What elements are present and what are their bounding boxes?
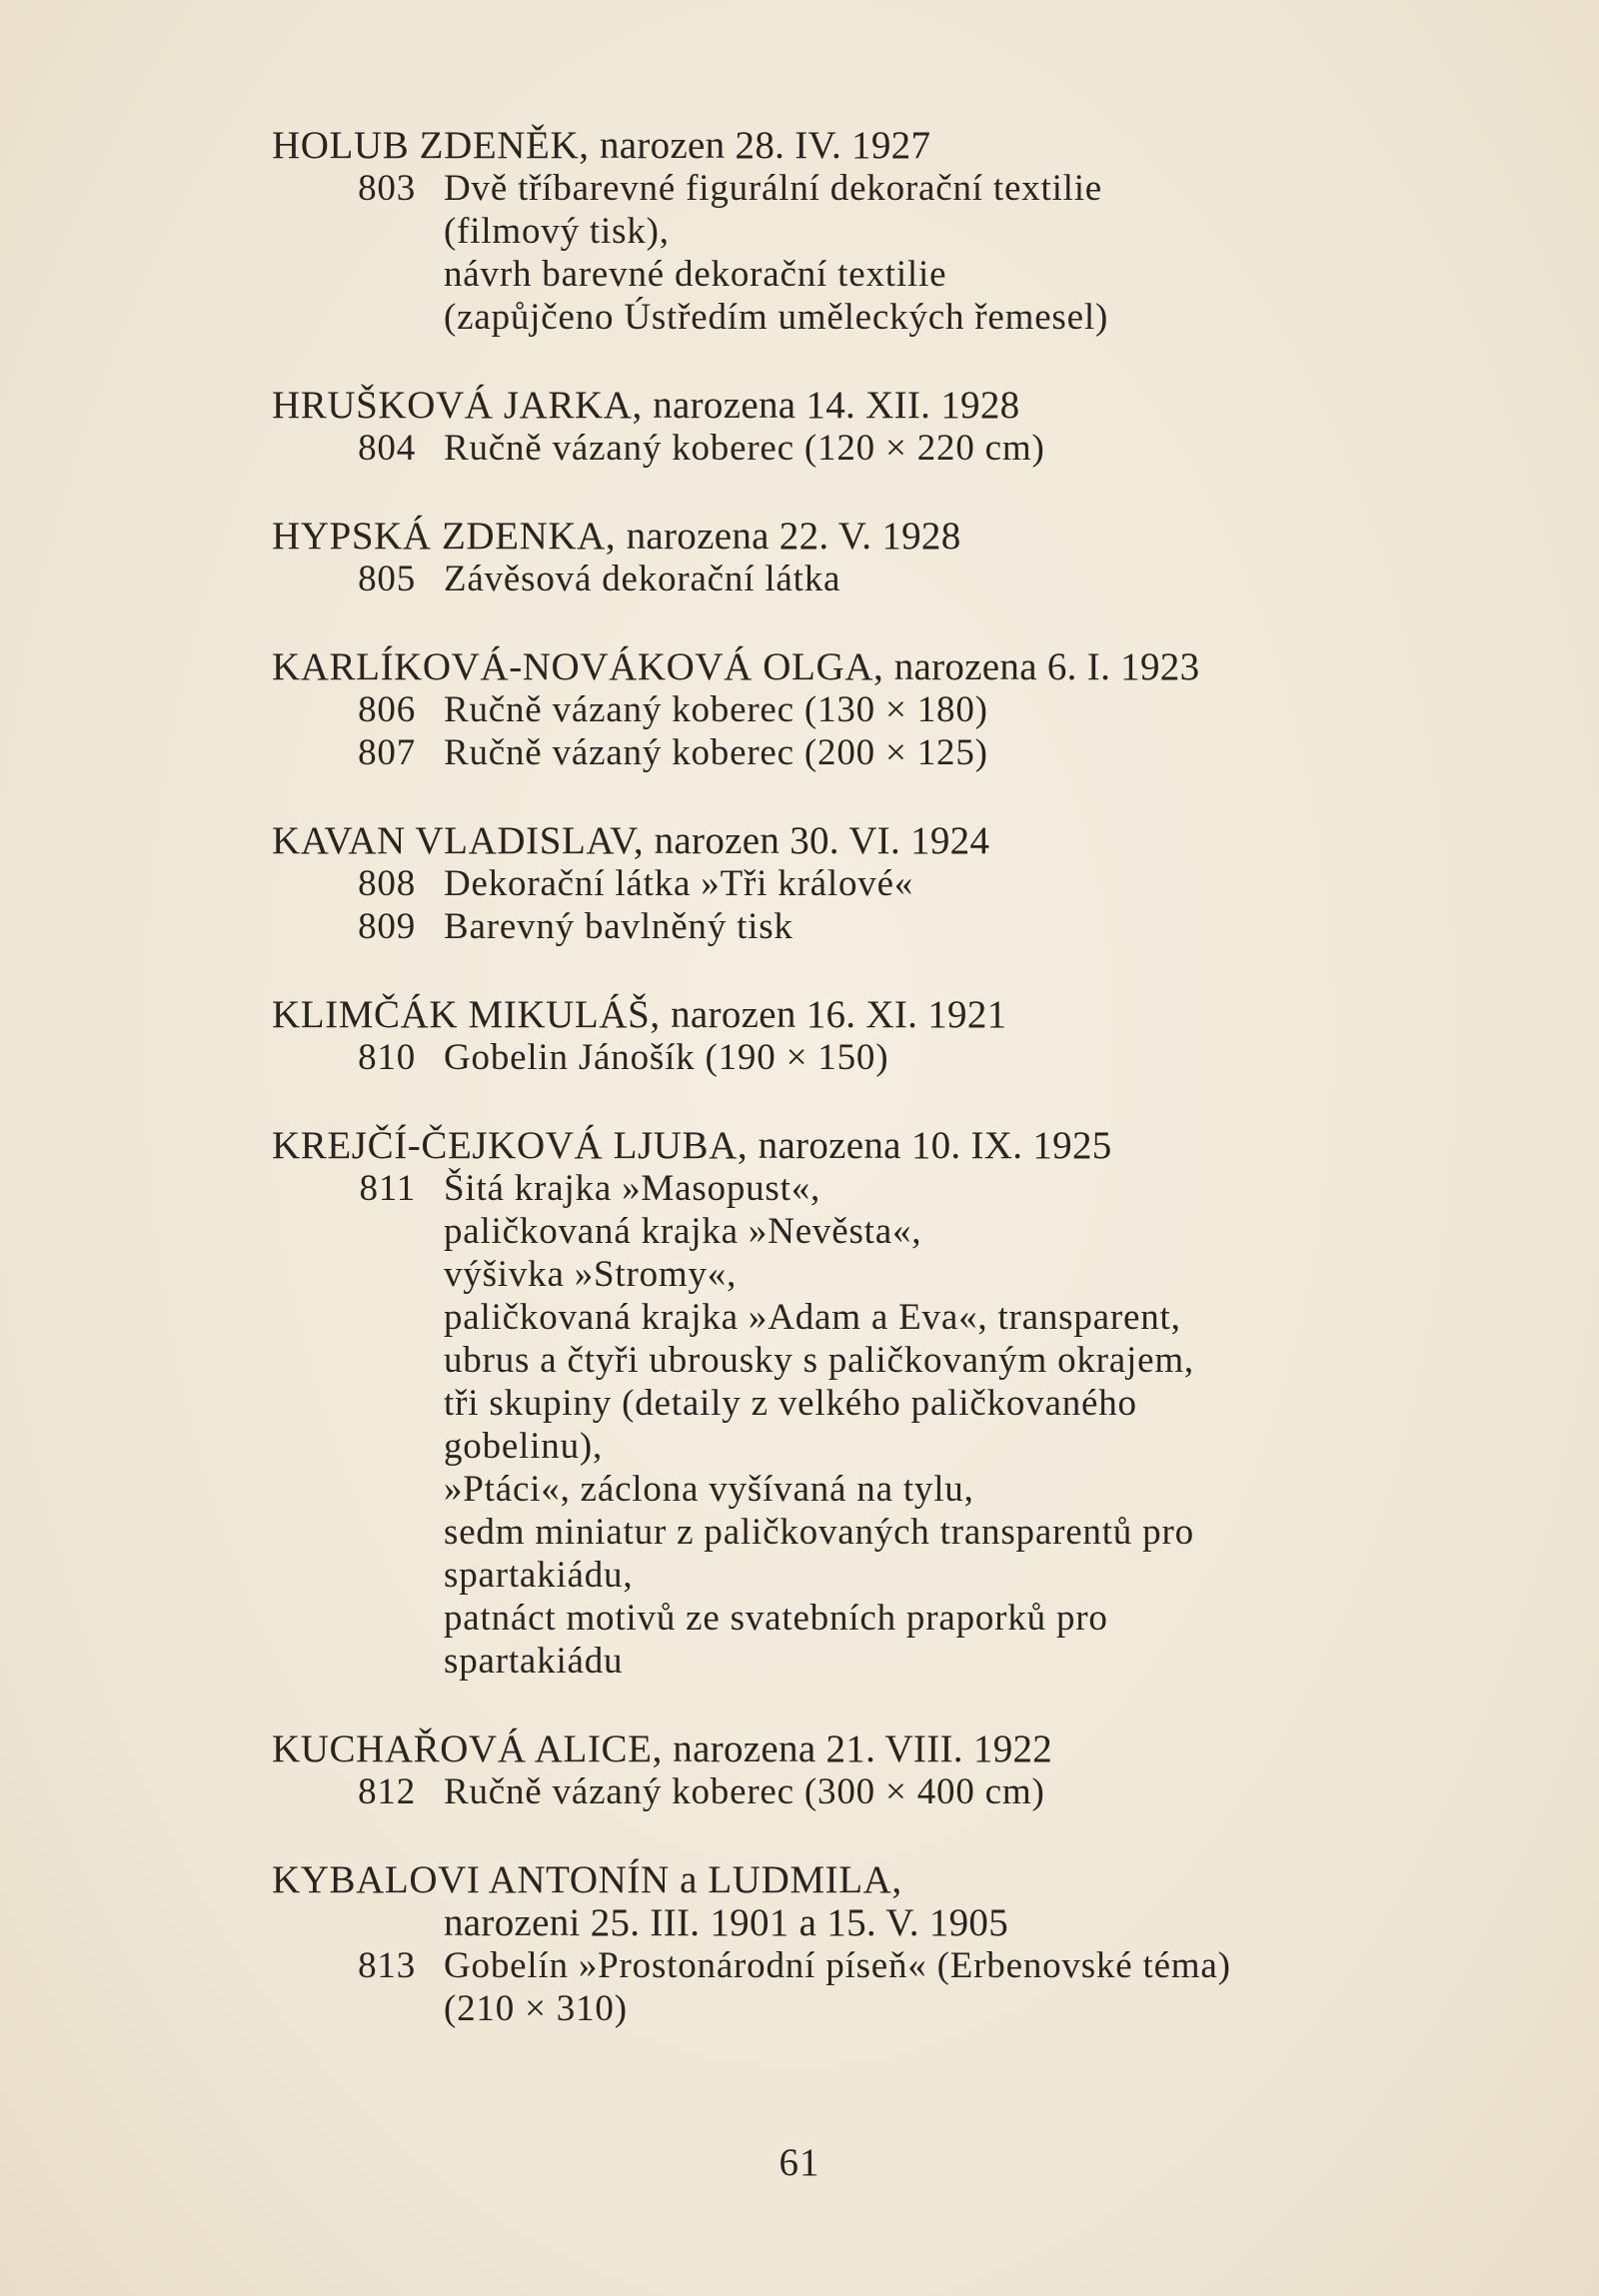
artist-name: KAVAN VLADISLAV, bbox=[272, 819, 645, 862]
description-line: Ručně vázaný koberec (130 × 180) bbox=[444, 689, 988, 730]
catalog-item bbox=[272, 1770, 1421, 1813]
artist-entry bbox=[272, 1858, 1421, 2030]
item-description bbox=[444, 1770, 1421, 1813]
artist-birth: narozen 16. XI. 1921 bbox=[671, 993, 1007, 1036]
artist-name: HOLUB ZDENĚK, bbox=[272, 124, 590, 167]
item-number: 810 bbox=[358, 1037, 416, 1078]
artist-name: KYBALOVI ANTONÍN a LUDMILA, bbox=[272, 1858, 902, 1901]
artist-entry bbox=[272, 1124, 1421, 1683]
artist-name: KLIMČÁK MIKULÁŠ, bbox=[272, 993, 661, 1036]
item-number: 805 bbox=[358, 559, 416, 599]
artist-name: HRUŠKOVÁ JARKA, bbox=[272, 384, 643, 427]
description-line: »Ptáci«, záclona vyšívaná na tylu, bbox=[444, 1469, 974, 1510]
artist-name: KUCHAŘOVÁ ALICE, bbox=[272, 1727, 663, 1770]
artist-entry bbox=[272, 993, 1421, 1079]
description-line: Ručně vázaný koberec (300 × 400 cm) bbox=[444, 1771, 1045, 1812]
catalog-item bbox=[272, 167, 1421, 339]
artist-birth: narozena 10. IX. 1925 bbox=[758, 1124, 1112, 1167]
description-line: Gobelín »Prostonárodní píseň« (Erbenovské téma) bbox=[444, 1945, 1231, 1986]
artist-heading bbox=[272, 1858, 1421, 1901]
catalog-entries bbox=[272, 124, 1421, 2075]
description-line: gobelinu), bbox=[444, 1426, 604, 1467]
item-number: 806 bbox=[358, 689, 416, 730]
item-number: 812 bbox=[358, 1771, 416, 1812]
catalog-item bbox=[272, 1036, 1421, 1079]
description-line: Ručně vázaný koberec (200 × 125) bbox=[444, 732, 988, 773]
description-line: paličkovaná krajka »Adam a Eva«, transparent, bbox=[444, 1297, 1181, 1338]
artist-entry bbox=[272, 515, 1421, 600]
description-line: návrh barevné dekorační textilie bbox=[444, 254, 947, 295]
description-line: Barevný bavlněný tisk bbox=[444, 906, 794, 947]
description-line: Závěsová dekorační látka bbox=[444, 559, 841, 599]
artist-entry bbox=[272, 384, 1421, 470]
item-description bbox=[444, 167, 1421, 339]
page-number: 61 bbox=[779, 2141, 820, 2184]
artist-birth: narozen 30. VI. 1924 bbox=[654, 819, 990, 862]
item-description bbox=[444, 905, 1421, 948]
catalog-item bbox=[272, 1167, 1421, 1683]
catalog-item bbox=[272, 731, 1421, 774]
item-description bbox=[444, 427, 1421, 470]
description-line: (zapůjčeno Ústředím uměleckých řemesel) bbox=[444, 297, 1109, 338]
artist-name: HYPSKÁ ZDENKA, bbox=[272, 515, 617, 558]
description-line: spartakiádu, bbox=[444, 1555, 634, 1596]
artist-heading bbox=[272, 993, 1421, 1036]
artist-entry bbox=[272, 645, 1421, 774]
catalog-item bbox=[272, 905, 1421, 948]
artist-heading bbox=[272, 1727, 1421, 1770]
description-line: ubrus a čtyři ubrousky s paličkovaným okrajem, bbox=[444, 1340, 1194, 1381]
item-number: 809 bbox=[358, 906, 416, 947]
artist-heading bbox=[272, 1124, 1421, 1167]
item-number: 808 bbox=[358, 863, 416, 904]
item-number: 807 bbox=[358, 732, 416, 773]
catalog-item bbox=[272, 688, 1421, 731]
description-line: Šitá krajka »Masopust«, bbox=[444, 1168, 821, 1209]
description-line: Dekorační látka »Tři králové« bbox=[444, 863, 914, 904]
artist-name: KARLÍKOVÁ-NOVÁKOVÁ OLGA, bbox=[272, 645, 884, 688]
description-line: sedm miniatur z paličkovaných transparentů pro bbox=[444, 1512, 1194, 1553]
item-description bbox=[444, 731, 1421, 774]
description-line: paličkovaná krajka »Nevěsta«, bbox=[444, 1211, 922, 1252]
catalog-item bbox=[272, 862, 1421, 905]
artist-entry bbox=[272, 819, 1421, 948]
description-line: tři skupiny (detaily z velkého paličkovaného bbox=[444, 1383, 1137, 1424]
item-number: 803 bbox=[358, 168, 416, 209]
artist-name: KREJČÍ-ČEJKOVÁ LJUBA, bbox=[272, 1124, 749, 1167]
catalog-item bbox=[272, 558, 1421, 600]
artist-birth: narozen 28. IV. 1927 bbox=[599, 124, 931, 167]
description-line: patnáct motivů ze svatebních praporků pro bbox=[444, 1598, 1108, 1639]
item-number: 804 bbox=[358, 428, 416, 469]
item-number: 813 bbox=[358, 1945, 416, 1986]
artist-heading bbox=[272, 515, 1421, 558]
artist-heading bbox=[272, 124, 1421, 167]
artist-entry bbox=[272, 124, 1421, 339]
description-line: výšivka »Stromy«, bbox=[444, 1254, 738, 1295]
artist-birth: narozeni 25. III. 1901 a 15. V. 1905 bbox=[444, 1901, 1009, 1944]
item-number: 811 bbox=[359, 1168, 416, 1209]
item-description bbox=[444, 1167, 1421, 1683]
item-description bbox=[444, 862, 1421, 905]
catalog-item bbox=[272, 1944, 1421, 2030]
description-line: Ručně vázaný koberec (120 × 220 cm) bbox=[444, 428, 1045, 469]
artist-birth: narozena 21. VIII. 1922 bbox=[673, 1727, 1053, 1770]
artist-heading bbox=[272, 645, 1421, 688]
description-line: Dvě tříbarevné figurální dekorační textilie bbox=[444, 168, 1103, 209]
item-description bbox=[444, 1944, 1421, 2030]
artist-entry bbox=[272, 1727, 1421, 1813]
artist-birth: narozena 22. V. 1928 bbox=[626, 515, 961, 558]
description-line: Gobelin Jánošík (190 × 150) bbox=[444, 1037, 889, 1078]
item-description bbox=[444, 1036, 1421, 1079]
artist-heading bbox=[272, 384, 1421, 427]
artist-birth: narozena 14. XII. 1928 bbox=[653, 384, 1020, 427]
artist-birth: narozena 6. I. 1923 bbox=[893, 645, 1200, 688]
item-description bbox=[444, 688, 1421, 731]
item-description bbox=[444, 558, 1421, 600]
description-line: (210 × 310) bbox=[444, 1988, 628, 2029]
catalog-item bbox=[272, 427, 1421, 470]
description-line: (filmový tisk), bbox=[444, 211, 670, 252]
description-line: spartakiádu bbox=[444, 1641, 624, 1682]
artist-heading bbox=[272, 819, 1421, 862]
